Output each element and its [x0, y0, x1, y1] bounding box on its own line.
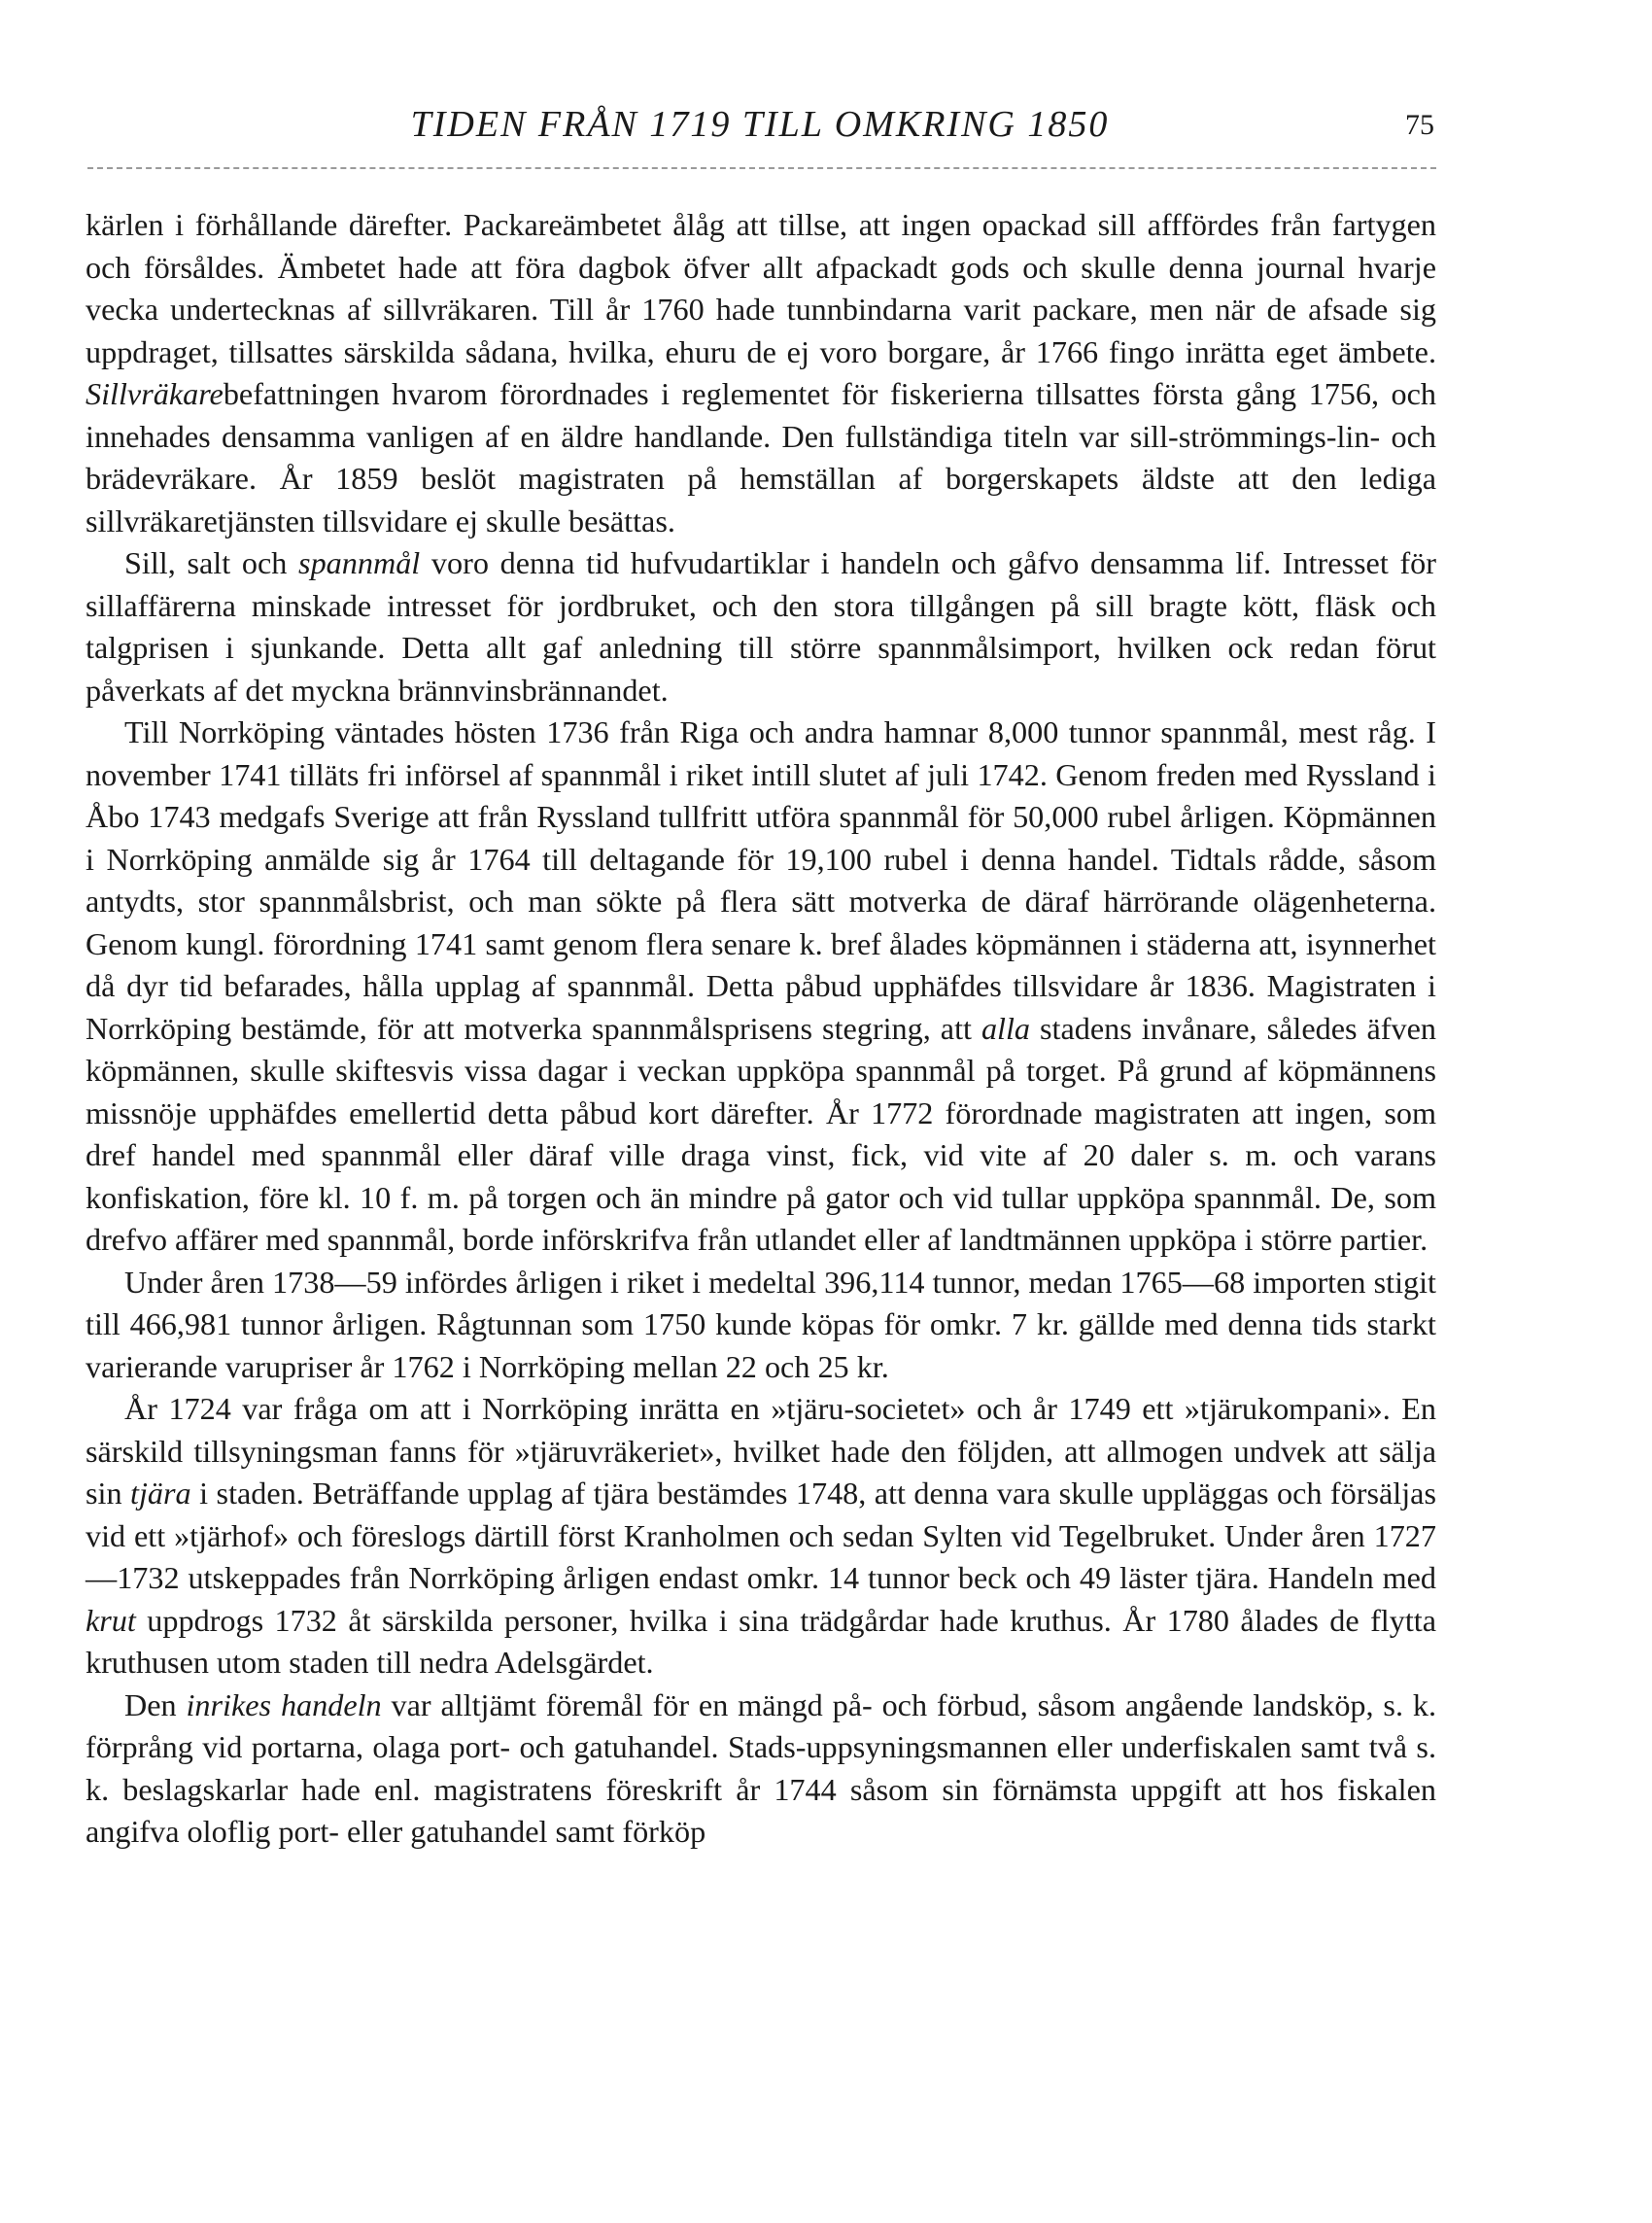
text-run: Under åren 1738—59 infördes årligen i riket i medeltal 396,114 tunnor, medan 1765—68 importen stigit till 466,981 tunnor årligen. Rågtunnan som 1750 kunde köpas för omkr. 7 kr. gällde med denna tids starkt varierande varupriser år 1762 i Norrköping mellan 22 och 25 kr.	[86, 1264, 1436, 1384]
paragraph	[86, 204, 1436, 542]
header-rule	[87, 167, 1436, 169]
paragraph	[86, 542, 1436, 712]
body-text	[86, 204, 1436, 1854]
paragraph	[86, 1262, 1436, 1389]
text-run: Sill, salt och	[124, 545, 299, 580]
text-run: stadens invånare, således äfven köpmännen, skulle skiftesvis vissa dagar i veckan uppköpa spannmål på torget. På grund af köpmännens missnöje upphäfdes emellertid detta påbud kort därefter. År 1772 förordnade magistraten att ingen, som dref handel med spannmål eller däraf ville draga vinst, fick, vid vite af 20 daler s. m. och varans konfiskation, före kl. 10 f. m. på torgen och än mindre på gator och vid tullar uppköpa spannmål. De, som drefvo affärer med spannmål, borde införskrifva från utlandet eller af landtmännen uppköpa i större partier.	[86, 1010, 1436, 1257]
page-header	[86, 103, 1434, 161]
paragraph	[86, 712, 1436, 1262]
paragraph	[86, 1685, 1436, 1854]
italic-term: krut	[86, 1602, 136, 1638]
text-run: voro denna tid hufvudartiklar i handeln och gåfvo densamma lif. Intresset för sillaffärerna minskade intresset för jordbruket, och den stora tillgången på sill bragte kött, fläsk och talgprisen i sjunkande. Detta allt gaf anledning till större spannmålsimport, hvilken ock redan förut påverkats af det myckna brännvinsbrännandet.	[86, 545, 1436, 708]
text-run: befattningen hvarom förordnades i reglementet för fiskerierna tillsattes första gång 1756, och innehades densamma vanligen af en äldre handlande. Den fullständiga titeln var sill-strömmings-lin- och brädevräkare. År 1859 beslöt magistraten på hemställan af borgerskapets äldste att den lediga sillvräkaretjänsten tillsvidare ej skulle besättas.	[86, 376, 1436, 538]
text-run: var alltjämt föremål för en mängd på- och förbud, såsom angående landsköp, s. k. förprång vid portarna, olaga port- och gatuhandel. Stads-uppsyningsmannen eller underfiskalen samt två s. k. beslagskarlar hade enl. magistratens föreskrift år 1744 såsom sin förnämsta uppgift att hos fiskalen angifva oloflig port- eller gatuhandel samt förköp	[86, 1686, 1436, 1849]
paragraph	[86, 1388, 1436, 1685]
italic-term: tjära	[130, 1476, 191, 1511]
italic-term: inrikes handeln	[186, 1686, 382, 1722]
text-run: kärlen i förhållande därefter. Packareämbetet ålåg att tillse, att ingen opackad sill afffördes från fartygen och försåldes. Ämbetet hade att föra dagbok öfver allt afpackadt gods och skulle denna journal hvarje vecka undertecknas af sillvräkaren. Till år 1760 hade tunnbindarna varit packare, men när de afsade sig uppdraget, tillsattes särskilda sådana, hvilka, ehuru de ej voro borgare, år 1766 fingo inrätta eget ämbete.	[86, 207, 1436, 369]
italic-term: spannmål	[298, 545, 421, 580]
italic-term: Sillvräkare	[86, 376, 224, 411]
text-run: Den	[124, 1686, 187, 1722]
italic-term: alla	[981, 1010, 1031, 1046]
text-run: i staden. Beträffande upplag af tjära bestämdes 1748, att denna vara skulle uppläggas och försäljas vid ett »tjärhof» och föreslogs därtill först Kranholmen och sedan Sylten vid Tegelbruket. Under åren 1727—1732 utskeppades från Norrköping årligen endast omkr. 14 tunnor beck och 49 läster tjära. Handeln med	[86, 1476, 1436, 1595]
page-number: 75	[1405, 109, 1434, 141]
text-run: Till Norrköping väntades hösten 1736 från Riga och andra hamnar 8,000 tunnor spannmål, mest råg. I november 1741 tilläts fri införsel af spannmål i riket intill slutet af juli 1742. Genom freden med Ryssland i Åbo 1743 medgafs Sverige att från Ryssland tullfritt utföra spannmål för 50,000 rubel årligen. Köpmännen i Norrköping anmälde sig år 1764 till deltagande för 19,100 rubel i denna handel. Tidtals rådde, såsom antydts, stor spannmålsbrist, och man sökte på flera sätt motverka de däraf härrörande olägenheterna. Genom kungl. förordning 1741 samt genom flera senare k. bref ålades köpmännen i städerna att, isynnerhet då dyr tid befarades, hålla upplag af spannmål. Detta påbud upphäfdes tillsvidare år 1836. Magistraten i Norrköping bestämde, för att motverka spannmålsprisens stegring, att	[86, 714, 1436, 1046]
text-run: År 1724 var fråga om att i Norrköping inrätta en »tjäru-societet» och år 1749 ett »tjärukompani». En särskild tillsyningsman fanns för »tjäruvräkeriet», hvilket hade den följden, att allmogen undvek att sälja sin	[86, 1391, 1436, 1511]
text-run: uppdrogs 1732 åt särskilda personer, hvilka i sina trädgårdar hade kruthus. År 1780 ålades de flytta kruthusen utom staden till nedra Adelsgärdet.	[86, 1602, 1436, 1680]
running-title: TIDEN FRÅN 1719 TILL OMKRING 1850	[410, 104, 1110, 145]
